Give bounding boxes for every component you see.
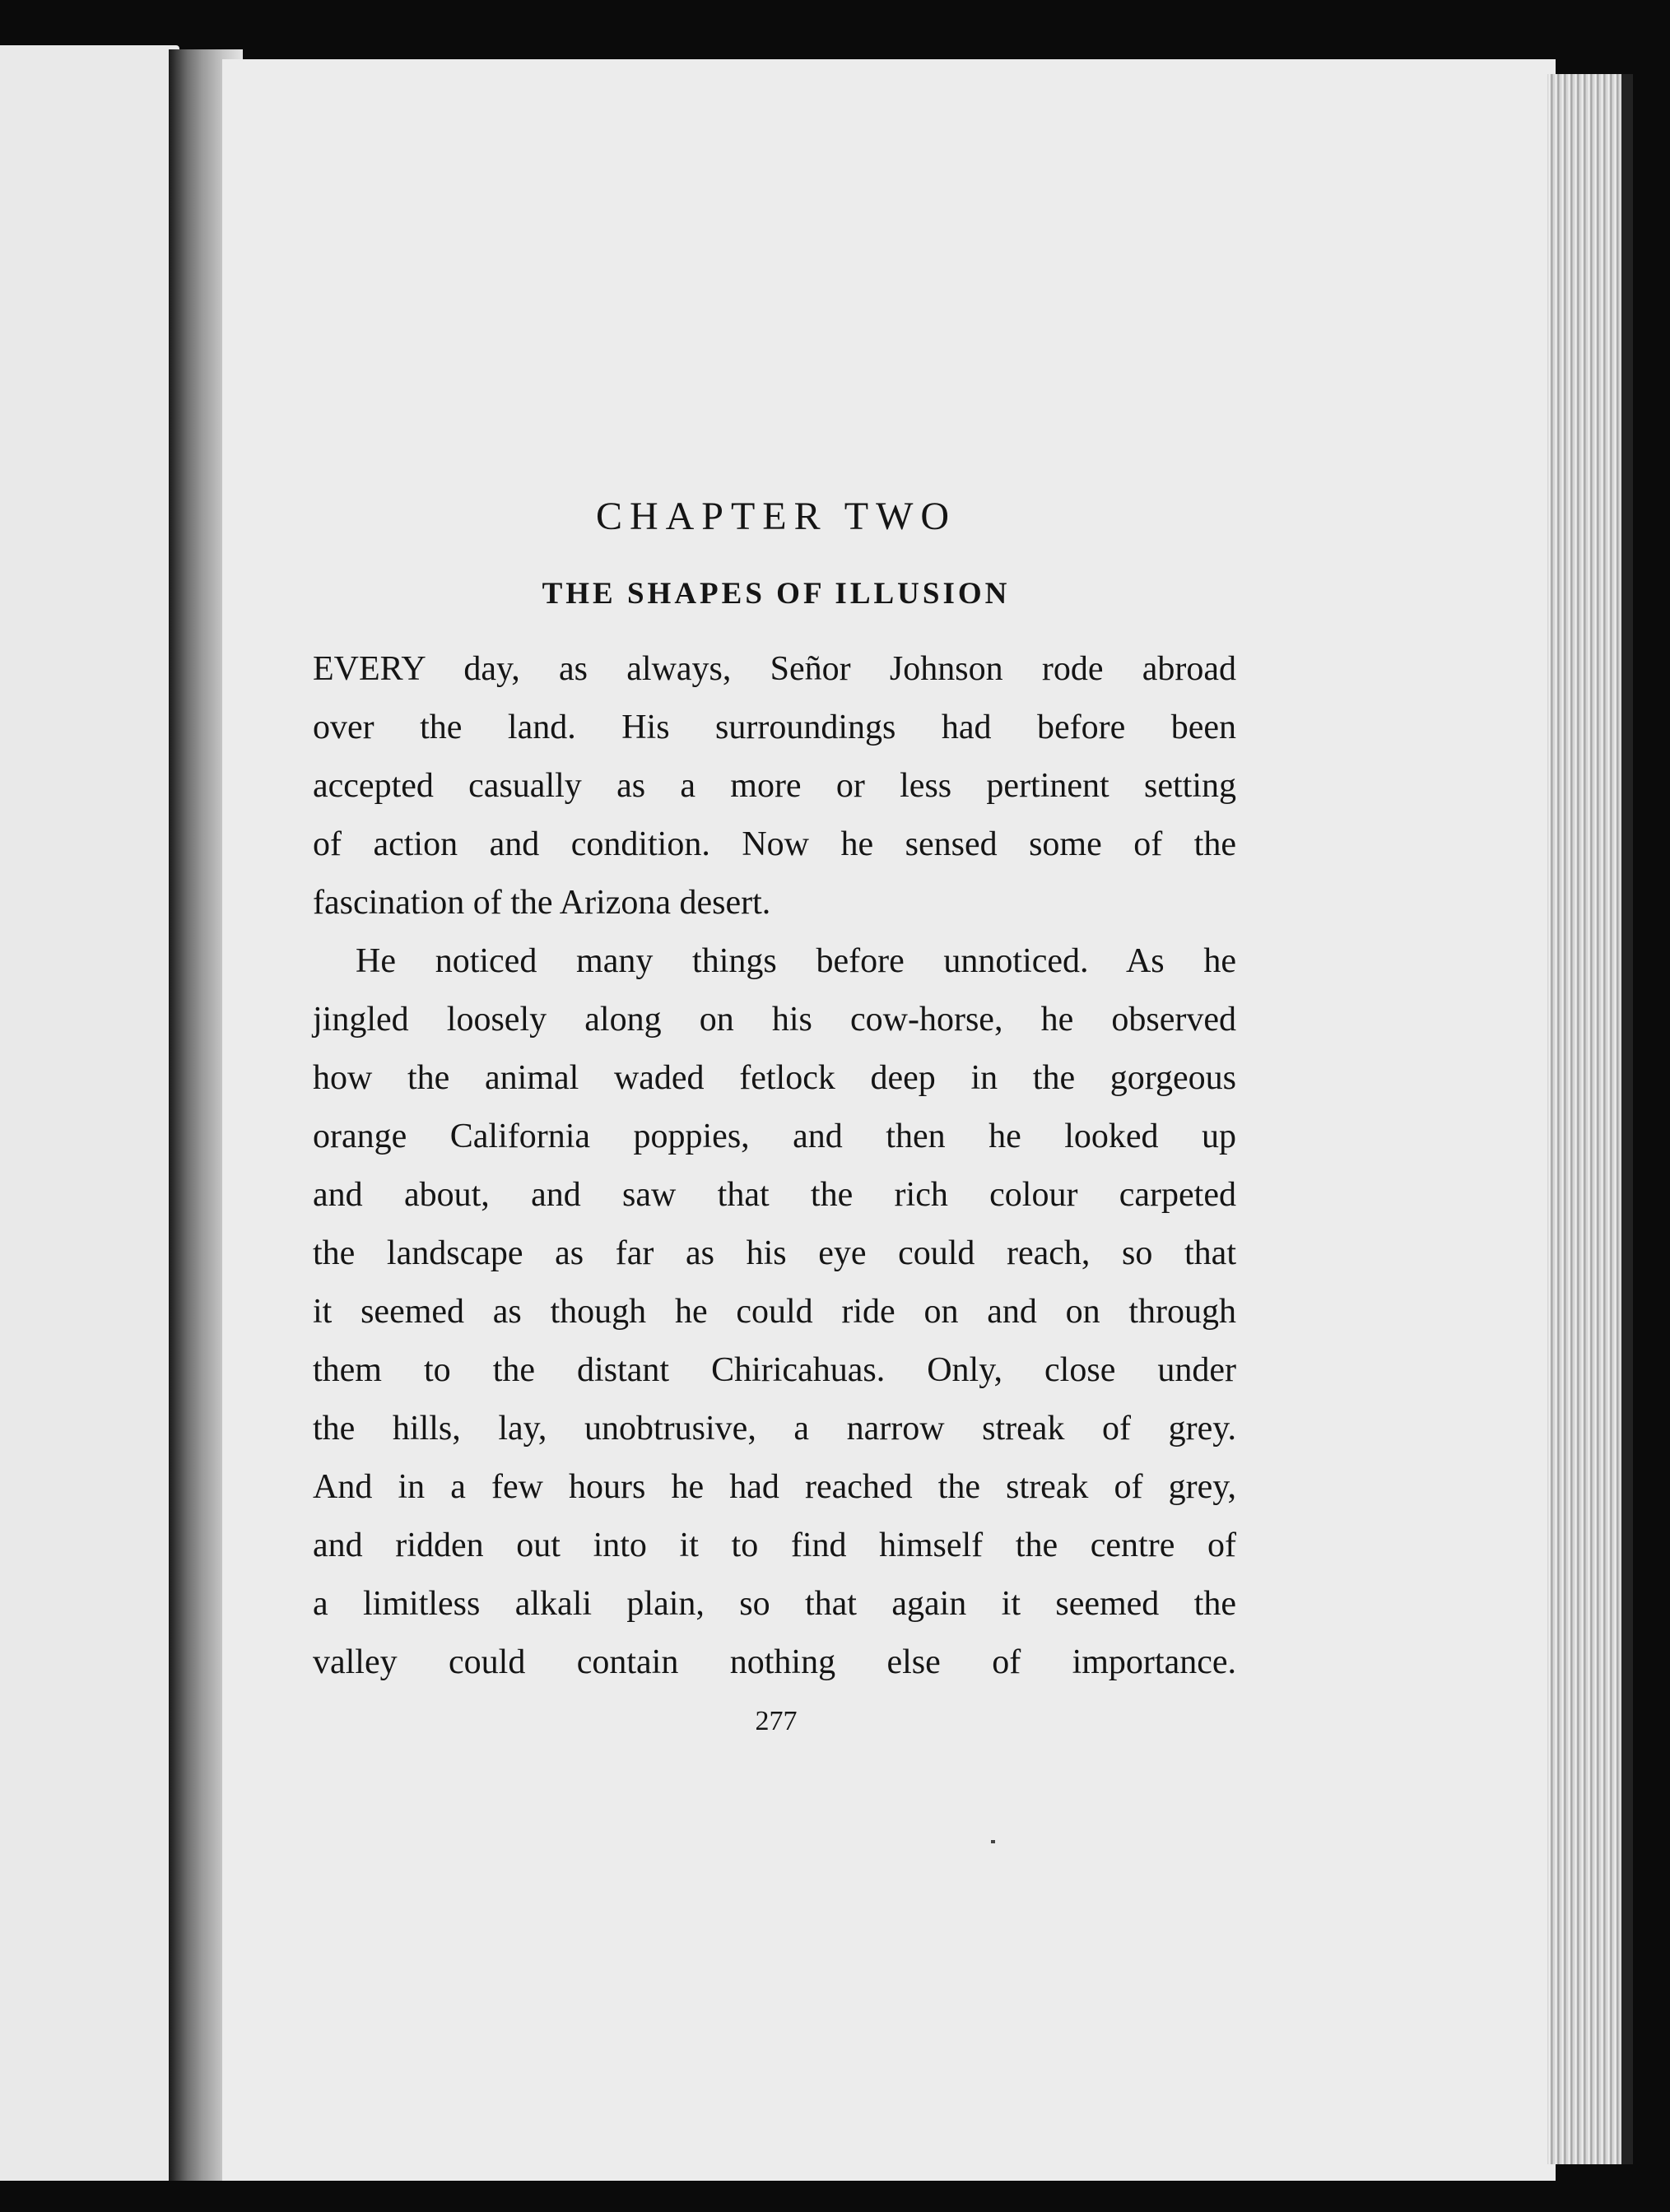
text-line: valley could contain nothing else of importance.: [313, 1643, 1236, 1681]
text-line: EVERY day, as always, Señor Johnson rode abroad: [313, 650, 1236, 688]
text-line: fascination of the Arizona desert.: [313, 884, 771, 922]
page-number: 277: [755, 1706, 798, 1736]
text-line: accepted casually as a more or less pertinent setting: [313, 767, 1236, 805]
text-line: it seemed as though he could ride on and on through: [313, 1293, 1236, 1331]
text-line: the landscape as far as his eye could reach, so that: [313, 1234, 1236, 1272]
text-line: and ridden out into it to find himself the centre of: [313, 1527, 1236, 1564]
previous-page-fragment: [0, 45, 179, 2181]
text-line: jingled loosely along on his cow-horse, he observed: [313, 1001, 1236, 1039]
chapter-subtitle: THE SHAPES OF ILLUSION: [542, 577, 1011, 611]
text-line: orange California poppies, and then he looked up: [313, 1118, 1236, 1155]
page-edges: [1547, 74, 1621, 2164]
text-line: the hills, lay, unobtrusive, a narrow streak of grey.: [313, 1410, 1236, 1448]
text-line: and about, and saw that the rich colour carpeted: [313, 1176, 1236, 1214]
text-line: a limitless alkali plain, so that again it seemed the: [313, 1585, 1236, 1623]
text-line: over the land. His surroundings had before been: [313, 709, 1236, 746]
text-line: He noticed many things before unnoticed. As he: [356, 942, 1236, 980]
text-line: of action and condition. Now he sensed some of the: [313, 825, 1236, 863]
chapter-title: CHAPTER TWO: [595, 495, 957, 538]
text-line: And in a few hours he had reached the streak of grey,: [313, 1468, 1236, 1506]
text-line: them to the distant Chiricahuas. Only, close under: [313, 1351, 1236, 1389]
text-line: how the animal waded fetlock deep in the gorgeous: [313, 1059, 1236, 1097]
ink-speck: [991, 1840, 995, 1843]
